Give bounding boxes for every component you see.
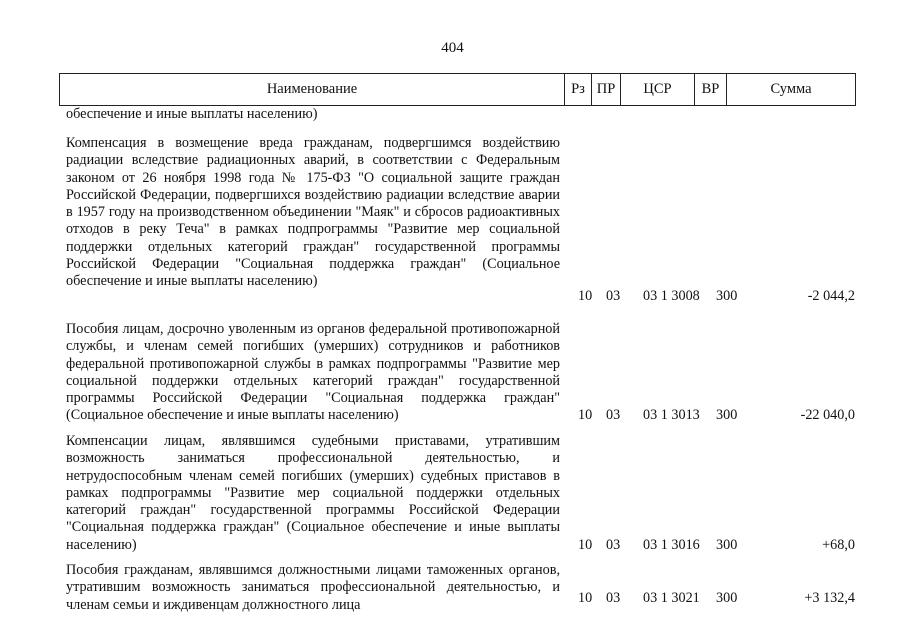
row-csr: 03 1 3008 xyxy=(643,288,700,304)
page-number: 404 xyxy=(441,40,464,56)
row-csr: 03 1 3013 xyxy=(643,407,700,423)
row-description: Пособия лицам, досрочно уволенным из органов федеральной противопожарной службы, и членам семей погибших (умерших) сотрудников и работников федеральной противопожарной службы в рамках подпрограммы "Развитие мер социальной поддержки отдельных категорий граждан" государственной программы Российской Федерации "Социальная поддержка граждан" (Социальное обеспечение и иные выплаты населению) xyxy=(66,321,560,424)
header-rz: Рз xyxy=(565,74,592,106)
row-sum: -2 044,2 xyxy=(807,288,855,304)
continuation-text: обеспечение и иные выплаты населению) xyxy=(66,106,318,122)
table-row xyxy=(0,562,905,622)
table-row xyxy=(0,321,905,433)
row-csr: 03 1 3016 xyxy=(643,537,700,553)
header-name: Наименование xyxy=(60,74,565,106)
header-vr: ВР xyxy=(695,74,727,106)
row-pr: 03 xyxy=(606,590,621,606)
row-sum: -22 040,0 xyxy=(800,407,855,423)
continuation-row xyxy=(0,106,905,126)
row-description: Компенсация в возмещение вреда гражданам, подвергшимся воздействию радиации вследствие радиационных аварий, в соответствии с Федеральным законом от 26 ноября 1998 года № 175-ФЗ "О социальной защите граждан Российской Федерации, подвергшихся воздействию радиации вследствие аварии в 1957 году на производственном объединении "Маяк" и сбросов радиоактивных отходов в реку Теча" в рамках подпрограммы "Развитие мер социальной поддержки отдельных категорий граждан" государственной программы Российской Федерации "Социальная поддержка граждан" (Социальное обеспечение и иные выплаты населению) xyxy=(66,135,560,290)
row-sum: +68,0 xyxy=(822,537,855,553)
row-description: Компенсации лицам, являвшимся судебными приставами, утратившим возможность заниматься профессиональной деятельностью, и нетрудоспособным членам семей погибших (умерших) судебных приставов в рамках подпрограммы "Развитие мер социальной поддержки отдельных категорий граждан" государственной программы Российской Федерации "Социальная поддержка граждан" (Социальное обеспечение и иные выплаты населению) xyxy=(66,433,560,553)
header-csr: ЦСР xyxy=(621,74,695,106)
row-vr: 300 xyxy=(716,590,738,606)
table-row xyxy=(0,135,905,321)
table-row xyxy=(0,433,905,562)
row-vr: 300 xyxy=(716,407,738,423)
row-vr: 300 xyxy=(716,537,738,553)
row-description: Пособия гражданам, являвшимся должностными лицами таможенных органов, утратившим возможность заниматься профессиональной деятельностью, и членам семьи и иждивенцам должностного лица xyxy=(66,562,560,613)
row-rz: 10 xyxy=(578,407,593,423)
table-header xyxy=(59,73,856,106)
row-pr: 03 xyxy=(606,537,621,553)
header-pr: ПР xyxy=(592,74,621,106)
row-pr: 03 xyxy=(606,288,621,304)
row-csr: 03 1 3021 xyxy=(643,590,700,606)
row-rz: 10 xyxy=(578,590,593,606)
row-rz: 10 xyxy=(578,288,593,304)
row-pr: 03 xyxy=(606,407,621,423)
header-sum: Сумма xyxy=(727,74,856,106)
row-rz: 10 xyxy=(578,537,593,553)
row-sum: +3 132,4 xyxy=(804,590,855,606)
table-body xyxy=(0,106,905,622)
row-vr: 300 xyxy=(716,288,738,304)
